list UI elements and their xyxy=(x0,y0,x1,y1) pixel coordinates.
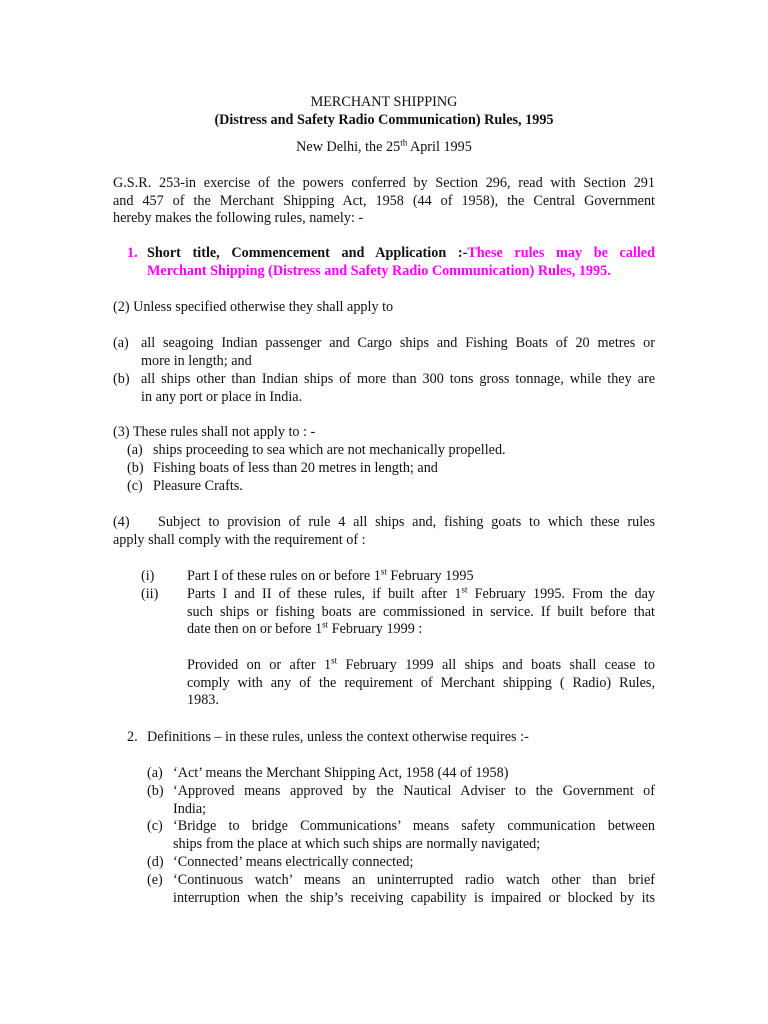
list-label: (e) xyxy=(147,872,163,888)
rule-1-highlight: These rules may be called xyxy=(467,245,655,261)
intro-line: hereby makes the following rules, namely: - xyxy=(113,210,364,227)
list-label: (a) xyxy=(113,335,129,351)
rule-1-title: Short title, Commencement and Application :- xyxy=(147,245,468,261)
list-item: Pleasure Crafts. xyxy=(153,478,243,494)
proviso-paragraph: Provided on or after 1st February 1999 all ships and boats shall cease to comply with any of the requirement of Merchant shipping ( Radio) Rules, 1983. xyxy=(187,655,655,709)
list-item: all ships other than Indian ships of more than 300 tons gross tonnage, while they are in any port or place in India. xyxy=(141,371,655,405)
document-subtitle: (Distress and Safety Radio Communication) Rules, 1995 xyxy=(214,112,554,128)
rule-2-heading: Definitions – in these rules, unless the context otherwise requires :- xyxy=(147,729,529,745)
list-label: (a) xyxy=(147,765,163,781)
list-item: ‘Continuous watch’ means an uninterrupted radio watch other than brief interruption when the ship’s receiving capability is impaired or blocked by its xyxy=(173,872,655,906)
para-4-label: (4) xyxy=(113,514,130,530)
list-item: ‘Connected’ means electrically connected; xyxy=(173,854,414,870)
intro-line: G.S.R. 253-in exercise of the powers conferred by Section 296, read with Section 291 xyxy=(113,175,655,191)
list-item: ships proceeding to sea which are not mechanically propelled. xyxy=(153,442,506,458)
rule-1-number: 1. xyxy=(127,245,138,261)
list-label: (c) xyxy=(147,818,163,834)
list-label: (b) xyxy=(127,460,144,476)
list-label: (ii) xyxy=(141,586,159,602)
list-label: (c) xyxy=(127,478,143,494)
para-3-text: (3) These rules shall not apply to : - xyxy=(113,424,316,440)
list-label: (b) xyxy=(147,783,164,799)
document-title: MERCHANT SHIPPING xyxy=(310,94,458,110)
list-item: ‘Bridge to bridge Communications’ means safety communication between ships from the place at which such ships are normally navigated; xyxy=(173,818,655,852)
list-item: Fishing boats of less than 20 metres in length; and xyxy=(153,460,438,476)
rule-2-number: 2. xyxy=(127,729,138,745)
list-label: (a) xyxy=(127,442,143,458)
intro-line: and 457 of the Merchant Shipping Act, 1958 (44 of 1958), the Central Government xyxy=(113,192,655,209)
para-4-line: apply shall comply with the requirement of : xyxy=(113,532,366,548)
list-item: Parts I and II of these rules, if built after 1st February 1995. From the day such ships or fishing boats are commissioned in service. If built before that date then on or before 1st February 1999 : xyxy=(187,584,655,638)
intro-paragraph xyxy=(113,175,655,228)
document-date: New Delhi, the 25th April 1995 xyxy=(296,137,472,155)
list-label: (b) xyxy=(113,371,130,387)
list-item: ‘Act’ means the Merchant Shipping Act, 1958 (44 of 1958) xyxy=(173,765,509,781)
rule-1-highlight: Merchant Shipping (Distress and Safety Radio Communication) Rules, 1995. xyxy=(147,262,611,279)
para-4-line: Subject to provision of rule 4 all ships and, fishing goats to which these rules xyxy=(158,514,655,530)
list-item: all seagoing Indian passenger and Cargo ships and Fishing Boats of 20 metres or more in length; and xyxy=(141,335,655,369)
rule-1-heading xyxy=(147,245,655,280)
para-2-text: (2) Unless specified otherwise they shall apply to xyxy=(113,299,394,315)
list-label: (d) xyxy=(147,854,164,870)
list-label: (i) xyxy=(141,568,155,584)
list-item: ‘Approved means approved by the Nautical Adviser to the Government of India; xyxy=(173,783,655,817)
list-item: Part I of these rules on or before 1st February 1995 xyxy=(187,566,474,584)
